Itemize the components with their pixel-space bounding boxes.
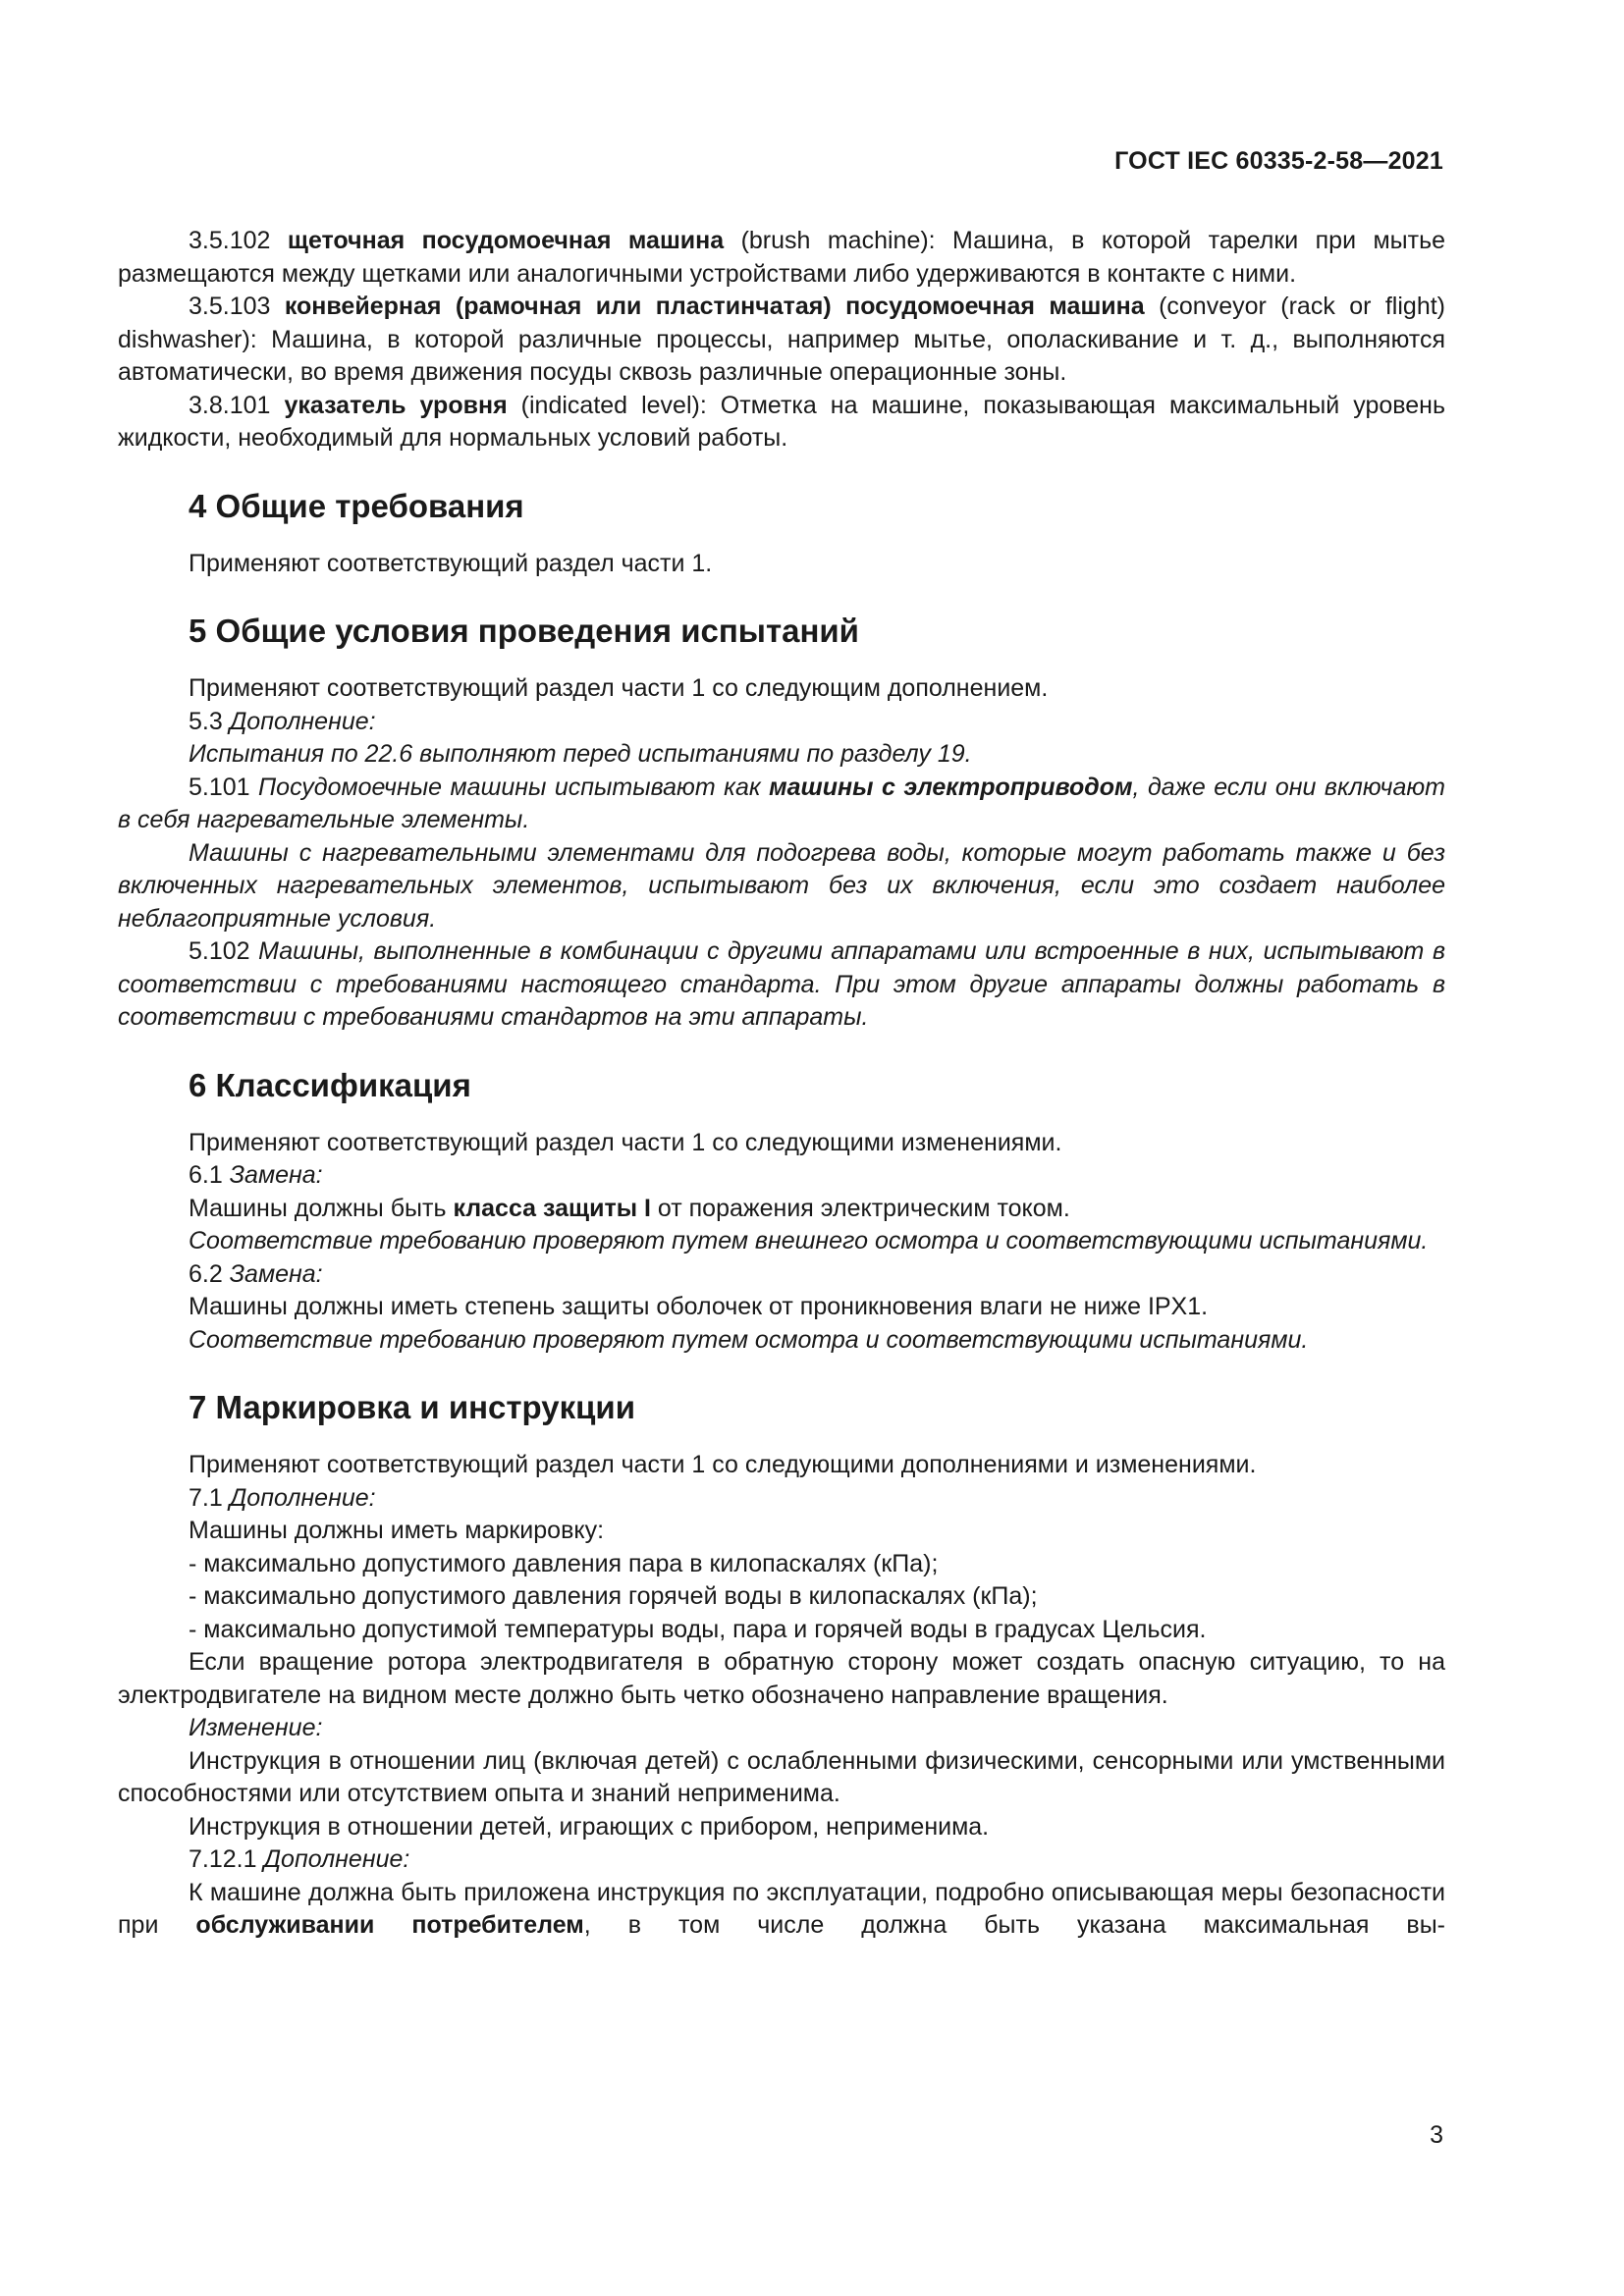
clause-6-2-text: Машины должны иметь степень защиты оболочек от проникновения влаги не ниже IPX1.	[189, 1293, 1209, 1320]
clause-7-12-1	[118, 1843, 1445, 1877]
list-item: - максимально допустимого давления пара в килопаскалях (кПа);	[189, 1549, 939, 1577]
clause-number: 7.12.1	[189, 1845, 264, 1873]
clause-label: Дополнение:	[263, 1845, 410, 1873]
change-text-2: Инструкция в отношении детей, играющих с прибором, неприменима.	[189, 1812, 990, 1841]
definition: (brush machine): Машина, в которой тарелки при мытье размещаются между щетками или аналогичными устройствами либо удерживаются в контакте с ними.	[118, 227, 1446, 288]
clause-7-1-rotation: Если вращение ротора электродвигателя в обратную сторону может создать опасную ситуацию, то на электродвигателе на видном месте должно быть четко обозначено направление вращения.	[118, 1648, 1445, 1709]
paragraph-3-8-101	[118, 390, 1445, 455]
clause-number: 5.102	[189, 937, 259, 965]
list-item: - максимально допустимого давления горячей воды в килопаскалях (кПа);	[189, 1582, 1038, 1610]
clause-number: 5.3	[189, 707, 230, 735]
clause-6-1	[118, 1159, 1445, 1193]
term: щеточная посудомоечная машина	[287, 227, 725, 254]
clause-text: Машины должны быть	[189, 1194, 454, 1222]
change-label: Изменение:	[189, 1714, 323, 1741]
clause-5-101-note: Машины с нагревательными элементами для подогрева воды, которые могут работать также и без включенных нагревательных элементов, испытывают без их включения, если это создает наиболее неблагоприятные условия.	[118, 838, 1445, 933]
clause-number: 3.8.101	[189, 391, 285, 419]
clause-7-1-text: Машины должны иметь маркировку:	[189, 1517, 605, 1544]
clause-7-12-1-text	[118, 1877, 1445, 1943]
clause-number: 3.5.102	[189, 227, 288, 254]
clause-text: К машине должна быть приложена инструкция по эксплуатации, подробно описывающая меры безопасности при	[118, 1878, 1445, 1939]
clause-number: 7.1	[189, 1483, 230, 1512]
clause-number: 5.101	[189, 773, 259, 801]
section-7-heading: 7 Маркировка и инструкции	[189, 1389, 636, 1425]
list-item: - максимально допустимой температуры воды, пара и горячей воды в градусах Цельсия.	[189, 1615, 1207, 1643]
clause-text: , в том числе должна быть указана максимальная вы-	[583, 1911, 1445, 1939]
clause-6-1-text	[118, 1193, 1445, 1226]
clause-6-2	[118, 1258, 1445, 1292]
clause-number: 6.2	[189, 1259, 230, 1288]
clause-6-2-check: Соответствие требованию проверяют путем осмотра и соответствующими испытаниями.	[189, 1325, 1309, 1354]
clause-text: Машины, выполненные в комбинации с другими аппаратами или встроенные в них, испытывают в соответствии с требованиями настоящего стандарта. При этом другие аппараты должны работать в соответствии с требованиями стандартов на эти аппараты.	[118, 937, 1445, 1031]
clause-number: 6.1	[189, 1161, 230, 1189]
clause-label: Дополнение:	[229, 707, 376, 735]
page-number: 3	[1430, 2121, 1443, 2149]
paragraph-3-5-102	[118, 225, 1445, 291]
paragraph-3-5-103	[118, 291, 1445, 390]
document-body	[118, 225, 1445, 1943]
term: конвейерная (рамочная или пластинчатая) посудомоечная машина	[284, 293, 1145, 320]
definition: (indicated level): Отметка на машине, показывающая максимальный уровень жидкости, необходимый для нормальных условий работы.	[118, 391, 1445, 452]
term: класса защиты I	[453, 1194, 651, 1222]
section-6-heading: 6 Классификация	[189, 1066, 471, 1103]
term: обслуживании потребителем	[195, 1911, 584, 1939]
definition: (conveyor (rack or flight) dishwasher): Машина, в которой различные процессы, например мытье, ополаскивание и т. д., выполняются автоматически, во время движения посуды сквозь различные операционные зоны.	[118, 293, 1445, 386]
section-6-intro: Применяют соответствующий раздел части 1 со следующими изменениями.	[189, 1128, 1062, 1156]
term: машины с электроприводом	[769, 773, 1133, 801]
clause-7-1	[118, 1482, 1445, 1516]
clause-label: Замена:	[229, 1161, 323, 1189]
change-text-1: Инструкция в отношении лиц (включая детей) с ослабленными физическими, сенсорными или умственными способностями или отсутствием опыта и знаний неприменима.	[118, 1746, 1445, 1807]
section-7-intro: Применяют соответствующий раздел части 1 со следующими дополнениями и изменениями.	[189, 1451, 1257, 1478]
document-header: ГОСТ IEC 60335-2-58—2021	[1114, 147, 1443, 175]
clause-text: Посудомоечные машины испытывают как	[258, 773, 770, 801]
clause-text: , даже если они включают в себя нагревательные элементы.	[118, 773, 1445, 833]
clause-5-102	[118, 935, 1445, 1035]
section-5-heading: 5 Общие условия проведения испытаний	[189, 613, 859, 649]
term: указатель уровня	[284, 391, 508, 419]
clause-label: Дополнение:	[229, 1483, 376, 1512]
clause-5-3-text: Испытания по 22.6 выполняют перед испытаниями по разделу 19.	[189, 740, 972, 768]
clause-text: от поражения электрическим током.	[650, 1194, 1070, 1222]
clause-label: Замена:	[229, 1259, 323, 1288]
clause-number: 3.5.103	[189, 293, 285, 320]
section-5-intro: Применяют соответствующий раздел части 1 со следующим дополнением.	[189, 674, 1049, 702]
section-4-text: Применяют соответствующий раздел части 1.	[189, 549, 713, 577]
clause-5-101	[118, 772, 1445, 837]
clause-6-1-check: Соответствие требованию проверяют путем внешнего осмотра и соответствующими испытаниями.	[189, 1227, 1429, 1255]
clause-5-3	[118, 706, 1445, 739]
section-4-heading: 4 Общие требования	[189, 487, 524, 524]
